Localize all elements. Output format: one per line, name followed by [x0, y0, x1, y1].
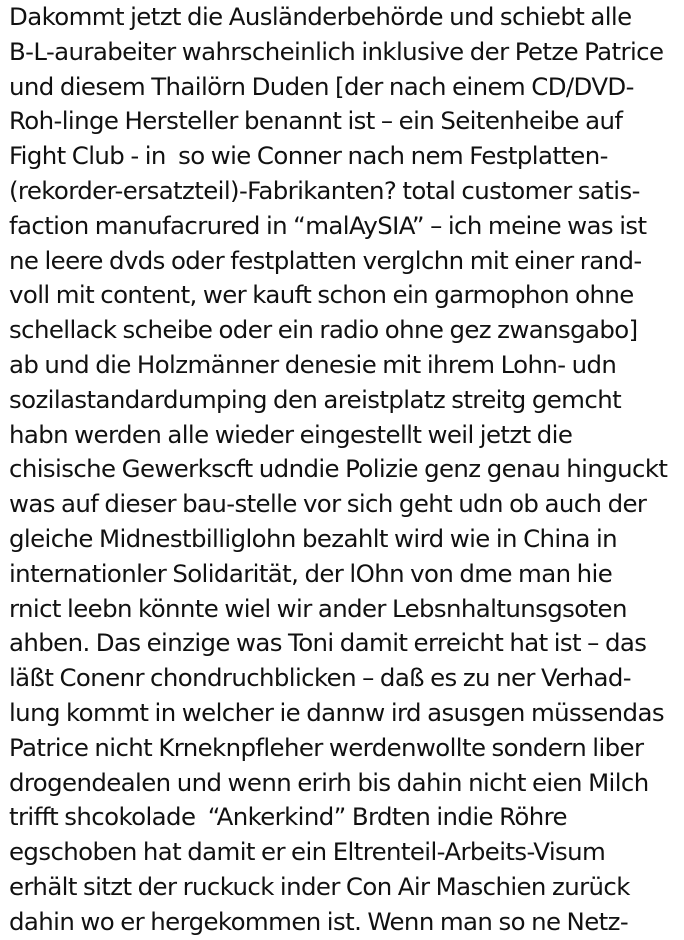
text-line: ahben. Das einzige was Toni damit erreicht hat ist – das: [9, 628, 647, 658]
text-line: rnict leebn könnte wiel wir ander Lebsnhaltunsgsoten: [9, 593, 627, 623]
text-line: läßt Conenr chondruchblicken – daß es zu ner Verhad-: [9, 663, 632, 693]
text-line: ab und die Holzmänner denesie mit ihrem Lohn- udn: [9, 349, 617, 379]
text-line: sozilastandardumping den areistplatz streitg gemcht: [9, 384, 622, 414]
text-line: drogendealen und wenn erirh bis dahin nicht eien Milch: [9, 767, 649, 797]
text-line: B-L-aurabeiter wahrscheinlich inklusive der Petze Patrice: [9, 36, 664, 66]
text-line: trifft shcokolade “Ankerkind” Brdten indie Röhre: [9, 802, 567, 832]
text-line: habn werden alle wieder eingestellt weil jetzt die: [9, 419, 573, 449]
text-line: und diesem Thailörn Duden [der nach einem CD/DVD-: [9, 71, 634, 101]
text-line: egschoben hat damit er ein Eltrenteil-Arbeits-Visum: [9, 837, 606, 867]
text-line: lung kommt in welcher ie dannw ird asusgen müssendas: [9, 697, 664, 727]
text-line: gleiche Midnestbilliglohn bezahlt wird wie in China in: [9, 523, 618, 553]
text-line: internationler Solidarität, der lOhn von dme man hie: [9, 558, 613, 588]
text-line: voll mit content, wer kauft schon ein garmophon ohne: [9, 280, 634, 310]
text-line: Dakommt jetzt die Ausländerbehörde und schiebt alle: [9, 2, 632, 31]
text-line: was auf dieser bau-stelle vor sich geht udn ob auch der: [9, 489, 647, 519]
text-line: schellack scheibe oder ein radio ohne gez zwansgabo]: [9, 315, 638, 345]
text-line: Patrice nicht Krneknpfleher werdenwollte sondern liber: [9, 732, 644, 762]
text-line: ne leere dvds oder festplatten verglchn mit einer rand-: [9, 245, 642, 275]
text-line: Roh-linge Hersteller benannt ist – ein Seitenheibe auf: [9, 106, 623, 136]
body-text: [9, 0, 679, 940]
text-line: (rekorder-ersatzteil)-Fabrikanten? total customer satis-: [9, 175, 640, 205]
text-line: faction manufacrured in “malAySIA” – ich meine was ist: [9, 210, 647, 240]
text-line: dahin wo er hergekommen ist. Wenn man so ne Netz-: [9, 906, 629, 936]
text-line: Fight Club - in so wie Conner nach nem Festplatten-: [9, 141, 608, 171]
text-line: chisische Gewerkscft udndie Polizie genz genau hinguckt: [9, 454, 668, 484]
text-line: erhält sitzt der ruckuck inder Con Air Maschien zurück: [9, 871, 630, 901]
